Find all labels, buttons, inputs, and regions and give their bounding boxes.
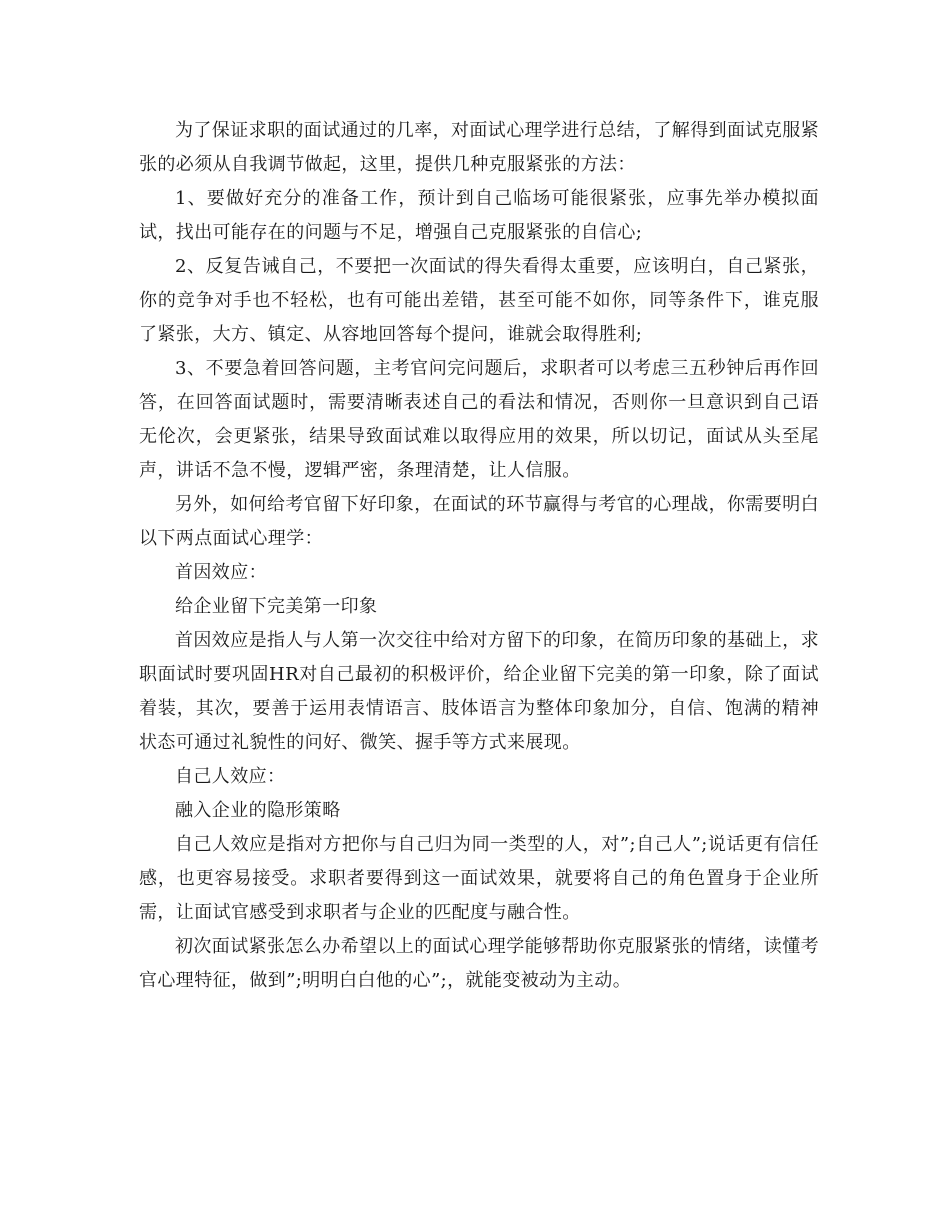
- subheading-hidden-strategy: 融入企业的隐形策略: [175, 800, 341, 821]
- paragraph-conclusion: 初次面试紧张怎么办希望以上的面试心理学能够帮助你克服紧张的情绪，读懂考官心理特征，做到”;明明白白他的心”;，就能变被动为主动。: [139, 936, 819, 991]
- paragraph-method-3: 3、不要急着回答问题，主考官问完问题后，求职者可以考虑三五秒钟后再作回答，在回答面试题时，需要清晰表述自己的看法和情况，否则你一旦意识到自己语无伦次，会更紧张，结果导致面试难以取得应用的效果，所以切记，面试从头至尾声，讲话不急不慢，逻辑严密，条理清楚，让人信服。: [139, 358, 819, 481]
- subheading-first-impression: 给企业留下完美第一印象: [175, 596, 378, 617]
- paragraph-transition: 另外，如何给考官留下好印象，在面试的环节赢得与考官的心理战，你需要明白以下两点面试心理学：: [139, 494, 819, 549]
- paragraph-method-2: 2、反复告诫自己，不要把一次面试的得失看得太重要，应该明白，自己紧张，你的竞争对手也不轻松，也有可能出差错，甚至可能不如你，同等条件下，谁克服了紧张，大方、镇定、从容地回答每个提问，谁就会取得胜利;: [139, 256, 819, 345]
- document-body: [139, 114, 819, 998]
- paragraph-method-1: 1、要做好充分的准备工作，预计到自己临场可能很紧张，应事先举办模拟面试，找出可能存在的问题与不足，增强自己克服紧张的自信心;: [139, 188, 819, 243]
- paragraph-in-group-effect: 自己人效应是指对方把你与自己归为同一类型的人，对”;自己人”;说话更有信任感，也更容易接受。求职者要得到这一面试效果，就要将自己的角色置身于企业所需，让面试官感受到求职者与企业的匹配度与融合性。: [139, 834, 819, 923]
- paragraph-primacy-effect: 首因效应是指人与人第一次交往中给对方留下的印象，在简历印象的基础上，求职面试时要巩固HR对自己最初的积极评价，给企业留下完美的第一印象，除了面试着装，其次，要善于运用表情语言、肢体语言为整体印象加分，自信、饱满的精神状态可通过礼貌性的问好、微笑、握手等方式来展现。: [139, 630, 819, 753]
- heading-in-group-effect: 自己人效应：: [175, 766, 286, 787]
- heading-primacy-effect: 首因效应：: [175, 562, 267, 583]
- paragraph-intro: 为了保证求职的面试通过的几率，对面试心理学进行总结，了解得到面试克服紧张的必须从自我调节做起，这里，提供几种克服紧张的方法：: [139, 120, 819, 175]
